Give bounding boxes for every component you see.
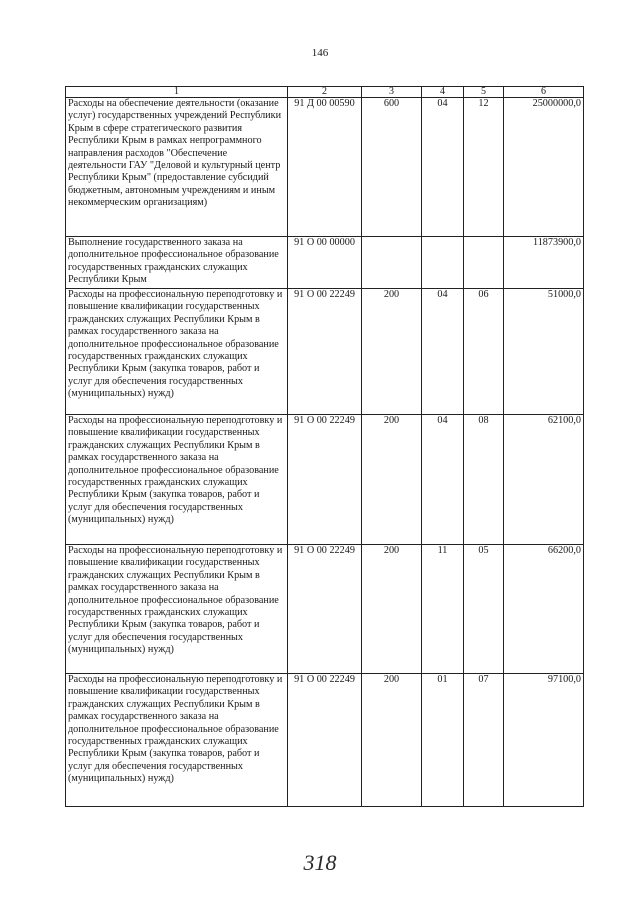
amount: 62100,0 bbox=[504, 415, 584, 545]
subsection-code: 05 bbox=[464, 545, 504, 674]
target-code: 91 О 00 22249 bbox=[288, 545, 362, 674]
amount: 25000000,0 bbox=[504, 98, 584, 237]
handwritten-number-text: 318 bbox=[303, 850, 337, 875]
subsection-code: 08 bbox=[464, 415, 504, 545]
target-code: 91 О 00 22249 bbox=[288, 289, 362, 415]
column-header: 1 bbox=[66, 87, 288, 98]
column-header: 4 bbox=[422, 87, 464, 98]
amount: 11873900,0 bbox=[504, 237, 584, 289]
expense-name: Расходы на обеспечение деятельности (оказание услуг) государственных учреждений Республики Крым в сфере стратегического развития Республики Крым в рамках непрограммного направления расходов "Обеспечение деятельности ГАУ "Деловой и культурный центр Республики Крым" (предоставление субсидий бюджетным, автономным учреждениям и иным некоммерческим организациям) bbox=[66, 98, 288, 237]
amount: 66200,0 bbox=[504, 545, 584, 674]
subsection-code bbox=[464, 237, 504, 289]
amount: 51000,0 bbox=[504, 289, 584, 415]
expense-name: Расходы на профессиональную переподготовку и повышение квалификации государственных гражданских служащих Республики Крым в рамках государственного заказа на дополнительное профессиональное образование государственных гражданских служащих Республики Крым (закупка товаров, работ и услуг для обеспечения государственных (муниципальных) нужд) bbox=[66, 545, 288, 674]
expense-type: 200 bbox=[362, 674, 422, 807]
target-code: 91 О 00 22249 bbox=[288, 674, 362, 807]
handwritten-number-mark bbox=[290, 848, 350, 878]
target-code: 91 О 00 22249 bbox=[288, 415, 362, 545]
expense-name: Выполнение государственного заказа на дополнительное профессиональное образование государственных гражданских служащих Республики Крым bbox=[66, 237, 288, 289]
column-header: 2 bbox=[288, 87, 362, 98]
handwritten-page-number bbox=[0, 848, 640, 883]
expense-name: Расходы на профессиональную переподготовку и повышение квалификации государственных гражданских служащих Республики Крым в рамках государственного заказа на дополнительное профессиональное образование государственных гражданских служащих Республики Крым (закупка товаров, работ и услуг для обеспечения государственных (муниципальных) нужд) bbox=[66, 415, 288, 545]
expense-type: 200 bbox=[362, 415, 422, 545]
table-row bbox=[66, 415, 584, 545]
section-code: 11 bbox=[422, 545, 464, 674]
amount: 97100,0 bbox=[504, 674, 584, 807]
section-code bbox=[422, 237, 464, 289]
table-header-row bbox=[66, 87, 584, 98]
column-header: 6 bbox=[504, 87, 584, 98]
table-row bbox=[66, 237, 584, 289]
target-code: 91 Д 00 00590 bbox=[288, 98, 362, 237]
expense-type: 600 bbox=[362, 98, 422, 237]
page-number: 146 bbox=[311, 47, 329, 59]
section-code: 04 bbox=[422, 415, 464, 545]
expense-type bbox=[362, 237, 422, 289]
expense-type: 200 bbox=[362, 289, 422, 415]
target-code: 91 О 00 00000 bbox=[288, 237, 362, 289]
table-row bbox=[66, 98, 584, 237]
column-header: 3 bbox=[362, 87, 422, 98]
section-code: 04 bbox=[422, 289, 464, 415]
table-row bbox=[66, 545, 584, 674]
subsection-code: 06 bbox=[464, 289, 504, 415]
expense-type: 200 bbox=[362, 545, 422, 674]
section-code: 04 bbox=[422, 98, 464, 237]
subsection-code: 07 bbox=[464, 674, 504, 807]
subsection-code: 12 bbox=[464, 98, 504, 237]
table-row bbox=[66, 289, 584, 415]
table-row bbox=[66, 674, 584, 807]
expense-name: Расходы на профессиональную переподготовку и повышение квалификации государственных гражданских служащих Республики Крым в рамках государственного заказа на дополнительное профессиональное образование государственных гражданских служащих Республики Крым (закупка товаров, работ и услуг для обеспечения государственных (муниципальных) нужд) bbox=[66, 674, 288, 807]
expense-name: Расходы на профессиональную переподготовку и повышение квалификации государственных гражданских служащих Республики Крым в рамках государственного заказа на дополнительное профессиональное образование государственных гражданских служащих Республики Крым (закупка товаров, работ и услуг для обеспечения государственных (муниципальных) нужд) bbox=[66, 289, 288, 415]
budget-table bbox=[65, 86, 584, 807]
section-code: 01 bbox=[422, 674, 464, 807]
column-header: 5 bbox=[464, 87, 504, 98]
